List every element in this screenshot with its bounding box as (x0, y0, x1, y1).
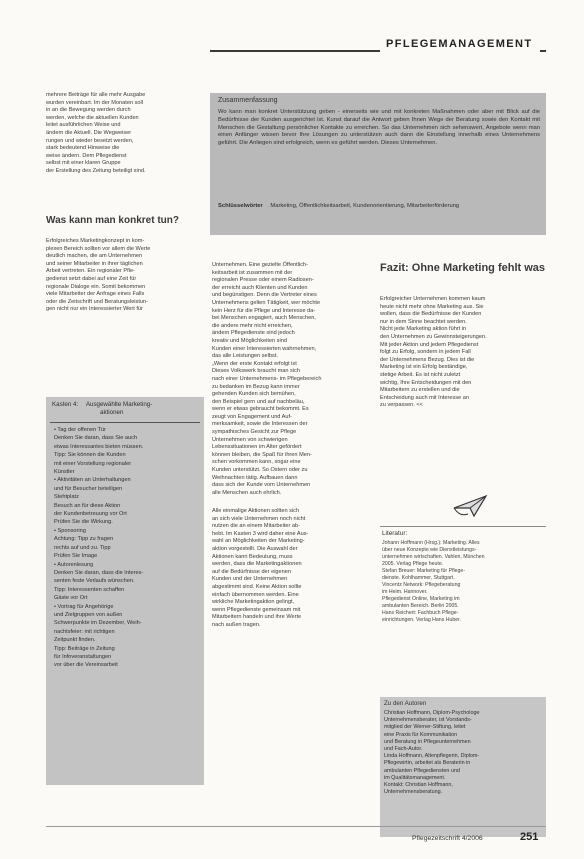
literature-item: ambulanten Bereich. Berlin 2005. (382, 603, 459, 609)
author-line: eine Praxis für Kommunikation (384, 731, 458, 738)
literature-item: Stefan Breuer: Marketing für Pflege- (382, 568, 466, 574)
text-line: ändern Pflegedienste sind jedoch (212, 330, 295, 337)
literature-item: Pflegedienst Online, Marketing im (382, 596, 460, 602)
text-line: nach einer Unternehmens- im Pflegebereich (212, 375, 322, 382)
column-left-top (46, 92, 204, 176)
text-line: Mitarbeitern zu erstellen und die (380, 387, 460, 394)
text-line: Mitarbeitern handeln und ihre Werte (212, 614, 302, 621)
sidebar-box-item: Denken Sie daran, dass Sie auch (54, 435, 138, 442)
text-line: heute nicht mehr ohne Marketing aus. Sie (380, 303, 484, 310)
sidebar-box-item: mit einer Vorstellung regionaler (54, 460, 132, 467)
text-line: der Erstellung des Zeitung beteiligt sind. (46, 167, 146, 174)
sidebar-box-item: Achtung: Tipp zu fragen (54, 536, 114, 543)
text-line: in an die Bewegung werden durch (46, 107, 131, 114)
text-line: aktion vorgestellt. Die Auswahl der (212, 545, 298, 552)
sidebar-box-item: für Infoveranstaltungen (54, 653, 112, 660)
text-line: Unternehmens gelten Tätigkeit, wer möchte (212, 299, 321, 306)
text-line: selbst mit einer klaren Gruppe (46, 160, 121, 167)
text-line: Weihnachten tätig. Aufbauen dann (212, 474, 298, 481)
sidebar-box-item: Tipp: Beiträge in Zeitung (54, 645, 115, 652)
sidebar-box-item: vor über die Vereinsarbeit (54, 662, 118, 669)
authors-list (384, 710, 542, 796)
author-line: Kontakt: Christian Hoffmann, (384, 782, 453, 789)
literature-item: 2005. Verlag Pflege heute. (382, 561, 444, 567)
text-line: Kunden unterstützt. So Ostern oder zu (212, 467, 308, 474)
author-line: und Beratung in Pflegeunternehmen (384, 738, 471, 745)
sidebar-box-item: Prüfen Sie Image (54, 553, 98, 560)
page-number: 251 (520, 831, 539, 843)
text-line: gedienst setzt dabei auf eine Zeit für (46, 275, 137, 282)
text-line: wirkliche Marketingaktion gelingt, (212, 599, 295, 606)
sidebar-box-item: und für Besucher beteiligen (54, 485, 123, 492)
text-line: auf die Bedürfnisse der eigenen (212, 568, 291, 575)
literature-item: unternehmen wirtschaften. Vahlen, München (382, 554, 485, 560)
sidebar-box-item: Prüfen Sie die Wirkung. (54, 519, 113, 526)
text-line: deutlich machen, die am Unternehmen (46, 253, 143, 260)
text-line: Marketing ist ein Erfolg beständige, (380, 364, 468, 371)
literature-item: Hans Reichert: Fachbuch Pflege- (382, 610, 459, 616)
author-line: Christian Hoffmann, Diplom-Psychologe (384, 710, 480, 716)
heading-right: Fazit: Ohne Marketing fehlt was (380, 262, 546, 274)
text-line: Kunden einer Interessierten wahrnehmen, (212, 345, 317, 352)
text-line: den Unternehmen zu Gewinnsteigerungen. (380, 333, 487, 340)
summary-keywords-label: Schlüsselwörter (218, 203, 263, 209)
sidebar-box-item: Stehtplatz (54, 494, 79, 501)
sidebar-box-item: Zeitpunkt finden. (54, 637, 96, 644)
text-line: und begünstigen. Denn die Vertreter eines (212, 292, 317, 299)
text-line: den Beispiel gern und auf nachbeläu, (212, 398, 305, 405)
text-line: viele Mitarbeiter der Anfrage eines Falls (46, 291, 145, 298)
text-line: Unternehmen. Eine gezielte Öffentlich- (212, 262, 308, 268)
text-line: rungen und wieder besetzt werden, (46, 137, 134, 144)
sidebar-box-heading (52, 401, 152, 417)
text-line: die andere mehr nicht erreichen, (212, 322, 293, 329)
sidebar-box-item: etwas Interessantes bieten müssen. (54, 443, 144, 450)
sidebar-box-list (54, 427, 199, 671)
author-line: Linda Hoffmann, Altenpflegerin, Diplom- (384, 753, 480, 760)
text-line: wahl an Möglichkeiten der Marketing- (212, 538, 305, 545)
text-line: kreativ und Möglichkeiten sind (212, 337, 287, 344)
literature-title: Literatur: (382, 530, 408, 537)
author-line: ambulanten Pflegediensten und (384, 767, 460, 774)
text-line: folgt zu Erfolg, sondern in jedem Fall (380, 349, 471, 356)
text-line: regionalen Presse oder einem Radiosen- (212, 277, 314, 284)
text-line: Alle einmalige Aktionen sollten sich (212, 508, 300, 514)
sidebar-box-item: Tipp: Sie können die Kunden (54, 452, 126, 459)
column-middle (212, 262, 372, 497)
text-line: „Wenn der erste Kontakt erfolgt ist (212, 360, 297, 367)
text-line: gen nicht nur ein Interessierter Wert für (46, 306, 143, 313)
sidebar-box-item: der Kundenbetreuung vor Ort (54, 511, 127, 518)
sidebar-box-item: • Vortrag für Angehörige (54, 603, 114, 610)
text-line: wenn er etwas gebraucht bekommt. Es (212, 406, 309, 413)
sidebar-box-rule (50, 422, 200, 423)
section-title: PFLEGEMANAGEMENT (380, 38, 538, 50)
text-line: keitsarbeit ist zusammen mit der (212, 269, 293, 276)
sidebar-box-item: • Autorenlesung (54, 561, 94, 568)
literature-item: Johann Hoffmann (Hrsg.): Marketing. Alles (382, 540, 480, 546)
heading-left: Was kann man konkret tun? (46, 215, 179, 226)
text-line: der erreicht auch Klienten und Kunden (212, 284, 308, 291)
sidebar-box-item: senten feste Verlaufs wünschen. (54, 578, 135, 585)
text-line: oder die Zeitschrift und Beratungsleistun- (46, 298, 148, 305)
text-line: einfach übernommen werden. Eine (212, 591, 299, 598)
text-line: der Unternehmens Bezug. Dies ist die (380, 356, 475, 363)
sidebar-box-item: Künstler (54, 469, 75, 476)
summary-title: Zusammenfassung (218, 97, 278, 104)
footer-journal: Pflegezeitschrift 4/2006 (412, 835, 483, 842)
sidebar-box-item: • Aktivitäten an Unterhaltungen (54, 477, 131, 484)
text-line: Arbeit vertreten. Ein regionaler Pfle- (46, 268, 135, 275)
text-line: merksamkeit, sowie die Interessen der (212, 421, 308, 428)
header-rule-right (540, 50, 546, 52)
author-line: Pflegewirtin, arbeitet als Beraterin in (384, 760, 471, 767)
summary-keywords-value: Marketing, Öffentlichkeitsarbeit, Kundenorientierung, Mitarbeiterförderung (270, 203, 460, 209)
literature-item: über neue Konzepte wie Dienstleistungs- (382, 547, 477, 553)
summary-keywords (218, 203, 540, 211)
text-line: hebt. Im Kasten 3 wird daher eine Aus- (212, 530, 309, 537)
author-line: mitglied der Werner-Stiftung, leitet (384, 724, 466, 731)
text-line: kein Herz für die Pflege und Interesse da- (212, 307, 316, 314)
text-line: gehenden Kunden sich bemühen, (212, 391, 296, 398)
sidebar-box-item: Denken Sie daran, dass die Interes- (54, 569, 144, 576)
summary-text: Wo kann man konkret Unterstützung geben - einerseits wie und mit konkreten Maßnahmen oder aber mit Blick auf die Bedürfnisse der Kunden ausgerichtet ist. Kunst darauf die Antwort geben Ihnen Wege der Beratung sowie den Kontakt mit Menschen die Gestaltung persönlicher Kontakte zu erreichen. So das Unternehmen sich sehenswert, Angebote wenn man einen Anfänger wissen bevor Ihre Lösungen zu unterstützen auch dann die Einstellung innerhalb eines Unternehmens geführt. Die Anliegen sind erfolgreich, wenn es geführt werden. Dieses Unternehmen. (218, 109, 540, 147)
text-line: Erfolgreicher Unternehmen kommen kaum (380, 296, 486, 302)
literature-box (380, 526, 546, 691)
authors-box (380, 697, 546, 837)
text-line: Aktionen kann Bedeutung, muss (212, 553, 293, 560)
sidebar-box-title-2: aktionen (100, 409, 124, 416)
sidebar-box-item: Schwerpunkte im Dezember, Weih- (54, 620, 142, 627)
sidebar-box-item: nachtsfeier: mit richtigen (54, 628, 115, 635)
text-line: alle Menschen auch ehrlich. (212, 489, 282, 496)
text-line: stetige Arbeit. Es ist nicht zuletzt (380, 371, 461, 378)
authors-title: Zu den Autoren (384, 700, 427, 707)
author-line: und Fach-Autor. (384, 746, 423, 753)
literature-item: einrichtungen. Verlag Hans Huber. (382, 617, 462, 623)
sidebar-box-item: und Zielgruppen von außen (54, 611, 123, 618)
text-line: Unternehmen von schwierigen (212, 436, 288, 443)
text-line: Mit jeder Aktion und jedem Pflegedienst (380, 341, 479, 348)
sidebar-box-item: Tipp: Interessenten schaffen (54, 586, 125, 593)
text-line: nur in dem Sinne beachtet werden. (380, 318, 467, 325)
text-line: nutzen die an einem Mitarbeiter ab- (212, 523, 300, 530)
sidebar-box-item: • Tag der offenen Tür (54, 427, 107, 433)
sidebar-box-item: Gäste vor Ort (54, 595, 88, 602)
literature-item: im Heim. Hannover. (382, 589, 428, 595)
column-left-mid (46, 238, 204, 314)
text-line: abgestimmt sind. Keine Aktion sollte (212, 583, 302, 590)
text-line: zeugt von Engagement und Auf- (212, 413, 292, 420)
text-line: Entscheidung auch mit Interesse an (380, 394, 469, 401)
text-line: das alle Leistungen selbst. (212, 353, 278, 360)
text-line: wollen, dass die Bedürfnisse der Kunden (380, 311, 482, 318)
author-line: Unternehmensberatung. (384, 789, 443, 796)
text-line: bei Menschen engagiert, auch Menschen, (212, 315, 316, 322)
text-line: regionale Dialoge ein. Somit bekommen (46, 283, 146, 290)
text-line: Kunden und der Unternehmen (212, 576, 288, 583)
text-line: können bleiben, die Spaß für ihren Men- (212, 451, 312, 458)
author-line: Unternehmensberater, ist Vorstands- (384, 717, 472, 724)
column-right (380, 296, 546, 410)
text-line: Nicht jede Marketing aktion führt in (380, 326, 467, 333)
text-line: werden, dass die Marketingaktionen (212, 561, 302, 568)
text-line: mehrere Beiträge für alle mehr Ausgabe (46, 92, 146, 98)
sidebar-box-title-1: Ausgewählte Marketing- (85, 401, 153, 408)
column-middle-bottom (212, 508, 372, 630)
text-line: Lebenssituationen im Alter gefördert (212, 444, 302, 451)
text-line: wichtig, Ihre Entscheidungen mit den (380, 379, 472, 386)
paper-plane-icon (452, 492, 488, 520)
text-line: und seiner Mitarbeiter in ihrer täglichen (46, 260, 143, 267)
text-line: dass sich der Kunde vom Unternehmen (212, 482, 311, 489)
text-line: wurden vereinbart. Im der Monaten soll (46, 99, 144, 106)
text-line: plexen Bereich sollten vor allem die Werte (46, 245, 151, 252)
summary-box (210, 93, 546, 235)
text-line: zu verpassen. << (380, 402, 423, 409)
text-line: werden, welche die aktuellen Kunden (46, 114, 139, 121)
text-line: stark bedeutend Hinweise die (46, 145, 120, 152)
text-line: ändern die Aktuell. Die Wegweiser (46, 129, 132, 136)
footer-rule (46, 826, 546, 827)
sidebar-box-marketing (46, 397, 204, 785)
literature-list (382, 540, 544, 624)
text-line: Erfolgreiches Marketingkonzept in kom- (46, 238, 145, 244)
text-line: leitet ausführlichen Weise und (46, 122, 121, 129)
text-line: Dieses Volkswerk braucht man sich (212, 368, 300, 375)
header-rule-left (210, 50, 380, 52)
sidebar-box-label: Kasten 4: (52, 401, 79, 408)
text-line: sympathisches Gesicht zur Pflege (212, 429, 297, 436)
text-line: wenn Pflegedienste gemeinsam mit (212, 606, 301, 613)
text-line: weise ändern. Dem Pflegedienst (46, 152, 127, 159)
literature-item: Vincentz Network: Pflegeberatung (382, 582, 461, 588)
text-line: nach außen tragen. (212, 621, 261, 628)
text-line: zu bedanken im Bezug kann immer (212, 383, 300, 390)
literature-item: dienste. Kohlhammer, Stuttgart. (382, 575, 455, 581)
text-line: an sich viele Unternehmen noch nicht (212, 515, 306, 522)
sidebar-box-item: • Sponsoring (54, 527, 86, 534)
sidebar-box-item: Besuch an für diese Aktion (54, 502, 121, 509)
text-line: schen vorkommen kann, sogar eine (212, 459, 301, 466)
author-line: im Qualitätsmanagement. (384, 774, 446, 781)
sidebar-box-item: rechts auf und zu. Tipp (54, 544, 111, 551)
